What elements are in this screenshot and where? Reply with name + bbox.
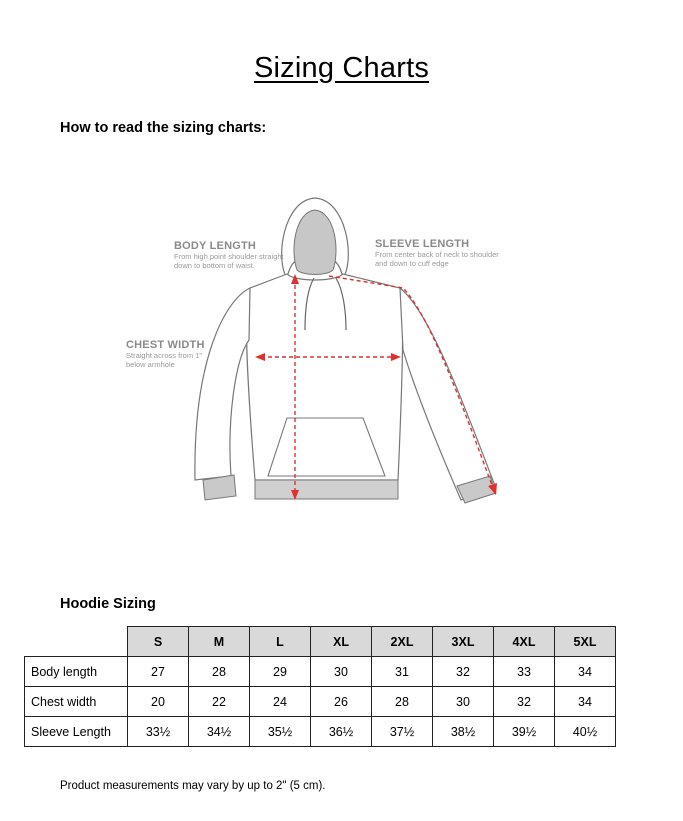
howto-heading: How to read the sizing charts:: [60, 120, 267, 136]
table-cell: 33: [494, 657, 555, 687]
table-cell: 40½: [555, 717, 616, 747]
table-cell: 20: [128, 687, 189, 717]
chest-width-callout: [126, 339, 210, 369]
table-cell: 34½: [189, 717, 250, 747]
table-cell: 28: [189, 657, 250, 687]
waistband: [255, 480, 398, 499]
page-title: Sizing Charts: [253, 52, 430, 84]
size-header: 5XL: [555, 627, 616, 657]
table-cell: 30: [433, 687, 494, 717]
table-cell: 27: [128, 657, 189, 687]
row-label: Chest width: [25, 687, 128, 717]
sleeve-length-title: SLEEVE LENGTH: [375, 238, 470, 250]
table-cell: 34: [555, 657, 616, 687]
table-cell: 24: [250, 687, 311, 717]
sleeve-length-desc: From center back of neck to shoulder and down to cuff edge: [375, 250, 499, 268]
chest-width-title: CHEST WIDTH: [126, 339, 205, 351]
hoodie-body: [246, 274, 402, 480]
table-cell: 32: [494, 687, 555, 717]
left-sleeve: [195, 288, 250, 480]
right-sleeve: [400, 288, 495, 500]
chest-width-desc: Straight across from 1" below armhole: [126, 351, 203, 369]
size-header: M: [189, 627, 250, 657]
size-header: 4XL: [494, 627, 555, 657]
table-row: [25, 657, 616, 687]
table-heading: Hoodie Sizing: [60, 596, 156, 612]
table-cell: 32: [433, 657, 494, 687]
sleeve-length-callout: [375, 238, 499, 268]
table-cell: 37½: [372, 717, 433, 747]
size-header: S: [128, 627, 189, 657]
size-header: L: [250, 627, 311, 657]
row-label: Sleeve Length: [25, 717, 128, 747]
left-cuff: [203, 475, 236, 500]
size-header: 2XL: [372, 627, 433, 657]
table-cell: 33½: [128, 717, 189, 747]
table-row: [25, 687, 616, 717]
table-cell: 36½: [311, 717, 372, 747]
table-cell: 34: [555, 687, 616, 717]
table-cell: 26: [311, 687, 372, 717]
size-header: XL: [311, 627, 372, 657]
table-corner: [25, 627, 128, 657]
table-row: [25, 717, 616, 747]
table-cell: 28: [372, 687, 433, 717]
row-label: Body length: [25, 657, 128, 687]
table-cell: 30: [311, 657, 372, 687]
table-cell: 29: [250, 657, 311, 687]
table-cell: 38½: [433, 717, 494, 747]
measurement-note: Product measurements may vary by up to 2" (5 cm).: [60, 780, 326, 792]
table-cell: 39½: [494, 717, 555, 747]
table-cell: 31: [372, 657, 433, 687]
table-header-row: [25, 627, 616, 657]
table-cell: 22: [189, 687, 250, 717]
body-length-callout: [174, 240, 292, 270]
table-cell: 35½: [250, 717, 311, 747]
body-length-desc: From high point shoulder straight down to bottom of waist: [174, 252, 284, 270]
sizing-table: [24, 626, 616, 747]
body-length-title: BODY LENGTH: [174, 240, 257, 252]
size-header: 3XL: [433, 627, 494, 657]
